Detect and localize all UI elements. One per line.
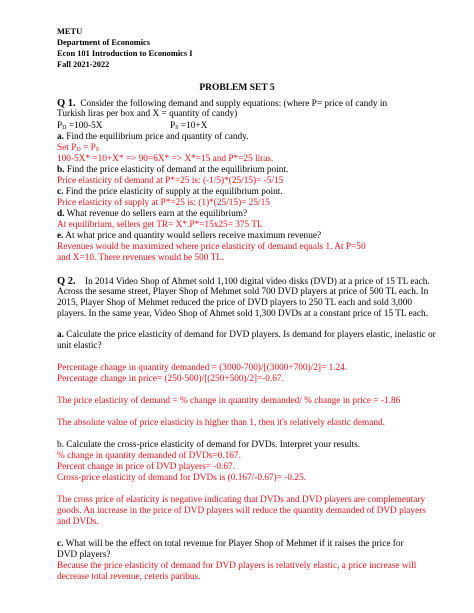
q1-intro-text: Consider the following demand and supply equations: (where P= price of candy in — [80, 99, 388, 109]
q2-b-answer-4: The cross price of elasticity is negative indicating that DVDs and DVD players are complementary — [57, 495, 426, 505]
q2-intro-line-3: 2015, Player Shop of Mehmet reduced the price of DVD players to 250 TL each and sold 3,000 — [57, 298, 413, 308]
page-title: PROBLEM SET 5 — [199, 83, 275, 93]
q2-a-answer-4: The absolute value of price elasticity is higher than 1, then it's relatively elastic demand. — [57, 418, 385, 428]
q2-b-answer-2: Percent change in price of DVD players= -0.67. — [57, 462, 235, 472]
q1-part-c: c. Find the price elasticity of supply at the equilibrium point. — [57, 187, 283, 197]
q2-c-answer-1: Because the price elasticity of demand for DVD players is relatively elastic, a price increase will — [57, 561, 417, 571]
q1-equations — [57, 121, 208, 132]
term: Fall 2021-2022 — [57, 60, 110, 69]
q1-part-a: a. Find the equilibrium price and quantity of candy. — [57, 132, 249, 142]
q1-e-answer-1: Revenues would be maximized where price elasticity of demand equals 1. At P=50 — [57, 242, 366, 252]
q2-intro-line-4: players. In the same year, Video Shop of Ahmet sold 1,300 DVDs at a constant price of 15 TL each. — [57, 309, 428, 319]
q2-b-answer-1: % change in quantity demanded of DVDs=0.167. — [57, 451, 241, 461]
q1-part-b: b. Find the price elasticity of demand at the equilibrium point. — [57, 165, 289, 175]
department-name: Department of Economics — [57, 38, 151, 47]
q2-b-answer-6: and DVDs. — [57, 517, 99, 527]
q2-a-answer-2: Percentage change in price= (250-500)/[(250+500)/2]=-0.67. — [57, 374, 284, 384]
q2-intro-line-2: Across the sesame street, Player Shop of Mehmet sold 700 DVD players at price of 500 TL each. In — [57, 287, 429, 297]
q2-part-c-line-2: DVD players? — [57, 550, 111, 560]
q1-a-answer-2: 100-5X* =10+X* => 90=6X* => X*=15 and P*=25 liras. — [57, 154, 274, 164]
q2-part-a-line-2: unit elastic? — [57, 341, 102, 351]
q1-number: Q 1. — [57, 98, 76, 109]
university-name: METU — [57, 27, 83, 36]
demand-equation: $P_D =100-5X$ — [57, 121, 103, 131]
q2-a-answer-1: Percentage change in quantity demanded = (3000-700)/[(3000+700)/2]= 1.24. — [57, 363, 348, 373]
q1-intro-line-2: Turkish liras per box and X = quantity of candy) — [57, 109, 238, 119]
q2-number: Q 2. — [57, 276, 76, 287]
q2-part-a-line-1: a. Calculate the price elasticity of demand for DVD players. Is demand for players elastic, inelastic or — [57, 330, 436, 340]
course-name: Econ 101 Introduction to Economics I — [57, 49, 193, 58]
q2-b-answer-3: Cross-price elasticity of demand for DVDs is (0.167/-0.67)= -0.25. — [57, 473, 306, 483]
q1-b-answer: Price elasticity of demand at P*=25 is: (-1/5)*(25/15)= -5/15 — [57, 176, 284, 186]
q2-c-answer-2: decrease total revenue, ceteris paribus. — [57, 572, 201, 582]
q1-a-answer-1: Set $P_D = P_S$ — [57, 143, 100, 153]
q1-e-answer-2: and X=10. There revenues would be 500 TL. — [57, 253, 225, 263]
q1-part-e: e. At what price and quantity would sellers receive maximum revenue? — [57, 231, 322, 241]
q2-b-answer-5: goods. An increase in the price of DVD players will reduce the quantity demanded of DVD players — [57, 506, 426, 516]
q2-part-b: b. Calculate the cross-price elasticity of demand for DVDs. Interpret your results. — [57, 440, 361, 450]
q2-part-c-line-1: c. What will be the effect on total revenue for Player Shop of Mehmet if it raises the price for — [57, 539, 404, 549]
q1-part-d: d. What revenue do sellers earn at the equilibrium? — [57, 209, 248, 219]
q2-intro-line-1: Q 2. In 2014 Video Shop of Ahmet sold 1,100 digital video disks (DVD) at a price of 15 TL each. — [57, 276, 430, 287]
supply-equation: $P_S =10+X$ — [170, 121, 208, 131]
q1-c-answer: Price elasticity of supply at P*=25 is: (1)*(25/15)= 25/15 — [57, 198, 270, 208]
q2-a-answer-3: The price elasticity of demand = % change in quantity demanded/ % change in price = -1.86 — [57, 396, 401, 406]
q1-d-answer: At equilibrium, sellers get TR= X*.P*=15x25= 375 TL — [57, 220, 263, 230]
